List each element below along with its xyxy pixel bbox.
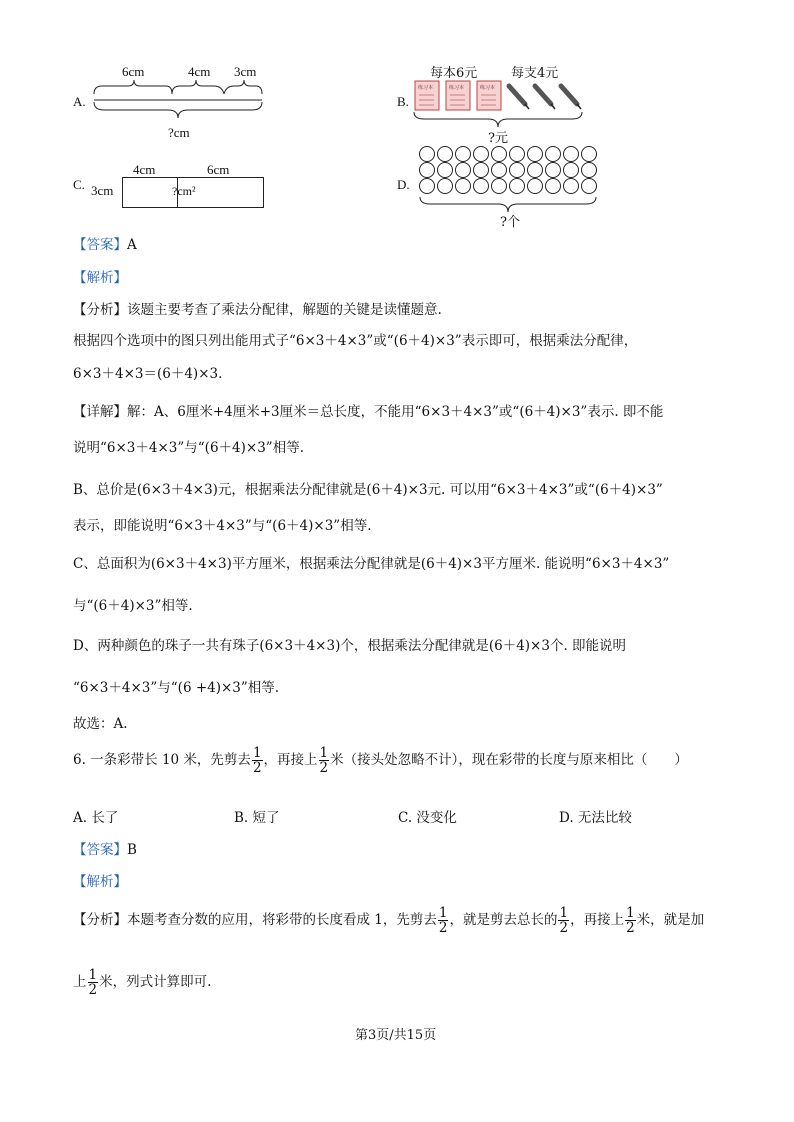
fraction: $\frac{1}{2}$ — [626, 905, 635, 937]
fig-c-h: 3cm — [91, 183, 114, 198]
fig-a-total: ?cm — [168, 125, 190, 140]
q5-line2: 根据四个选项中的图只列出能用式子“6×3＋4×3”或“(6＋4)×3”表示即可，根据乘法分配律， — [73, 333, 638, 349]
book-cover-text: 练习本 — [480, 85, 496, 91]
q6-option-a: A. 长了 — [73, 810, 119, 826]
fig-d-beads — [418, 145, 598, 193]
fraction: $\frac{1}{2}$ — [559, 905, 569, 937]
q5-line6: B、总价是(6×3＋4×3)元，根据乘法分配律就是(6＋4)×3元. 可以用“6×3＋4×3”或“(6＋4)×3” — [73, 482, 663, 498]
q6-fenxi-cont: 上 $\frac{1}{2}$ 米，列式计算即可. — [73, 967, 212, 999]
fraction: $\frac{1}{2}$ — [438, 905, 448, 937]
fig-b-pen-price: 每支4元 — [511, 66, 559, 81]
q5-line10: D、两种颜色的珠子一共有珠子(6×3＋4×3)个，根据乘法分配律就是(6＋4)×3个. 即能说明 — [73, 638, 627, 654]
q5-fenxi: 【分析】该题主要考查了乘法分配律，解题的关键是读懂题意. — [73, 302, 442, 318]
fraction: $\frac{1}{2}$ — [88, 967, 98, 999]
fig-a-label: A. — [73, 94, 86, 109]
q5-line9: 与“(6＋4)×3”相等. — [73, 598, 193, 614]
q6-analysis-tag: 【解析】 — [73, 874, 127, 890]
q6-answer: 【答案】B — [73, 842, 137, 858]
fig-c-w2: 6cm — [207, 162, 230, 177]
book-cover-text: 练习本 — [418, 85, 434, 91]
page-footer: 第3页/共15页 — [355, 1028, 437, 1043]
fig-b-label: B. — [397, 94, 409, 109]
q5-analysis-tag: 【解析】 — [73, 270, 127, 286]
fig-d-total: ?个 — [500, 215, 520, 230]
q6-option-d: D. 无法比较 — [559, 810, 632, 826]
q5-line12: 故选：A. — [73, 716, 128, 732]
q6-fenxi: 【分析】本题考查分数的应用，将彩带的长度看成 1，先剪去 $\frac{1}{2}$ ，就是剪去总长的 $\frac{1}{2}$ ，再接上 $\frac{1}{2}$ 米，就是加 — [73, 905, 705, 937]
q5-xiangjie: 【详解】解：A、6厘米+4厘米+3厘米＝总长度，不能用“6×3＋4×3”或“(6＋4)×3”表示. 即不能 — [73, 404, 664, 420]
q5-answer: 【答案】A — [73, 237, 137, 253]
q6-option-c: C. 没变化 — [398, 810, 457, 826]
fig-a-seg2: 4cm — [188, 64, 211, 79]
fig-b-book-price: 每本6元 — [430, 66, 478, 81]
fig-d-label: D. — [397, 177, 410, 192]
q5-line8: C、总面积为(6×3＋4×3)平方厘米，根据乘法分配律就是(6＋4)×3平方厘米. 能说明“6×3＋4×3” — [73, 556, 670, 572]
fig-a-seg1: 6cm — [122, 64, 145, 79]
q6-option-b: B. 短了 — [234, 810, 280, 826]
fig-c-w1: 4cm — [133, 162, 156, 177]
q5-line5: 说明“6×3＋4×3”与“(6＋4)×3”相等. — [73, 440, 304, 456]
q5-line3: 6×3＋4×3＝(6＋4)×3. — [73, 366, 223, 382]
book-cover-text: 练习本 — [449, 85, 465, 91]
fig-a-seg3: 3cm — [234, 64, 257, 79]
fig-c-area: ?cm² — [172, 184, 196, 198]
fraction: $\frac{1}{2}$ — [319, 745, 329, 777]
fig-b-total: ?元 — [488, 131, 508, 146]
fraction: $\frac{1}{2}$ — [252, 745, 262, 777]
q5-line11: “6×3＋4×3”与“(6 +4)×3”相等. — [73, 680, 280, 696]
fig-c-label: C. — [73, 177, 85, 192]
q6-stem: 6. 一条彩带长 10 米，先剪去 $\frac{1}{2}$ ，再接上 $\frac{1}{2}$ 米（接头处忽略不计），现在彩带的长度与原来相比（ ） — [73, 745, 688, 777]
q5-line7: 表示，即能说明“6×3＋4×3”与“(6＋4)×3”相等. — [73, 518, 372, 534]
